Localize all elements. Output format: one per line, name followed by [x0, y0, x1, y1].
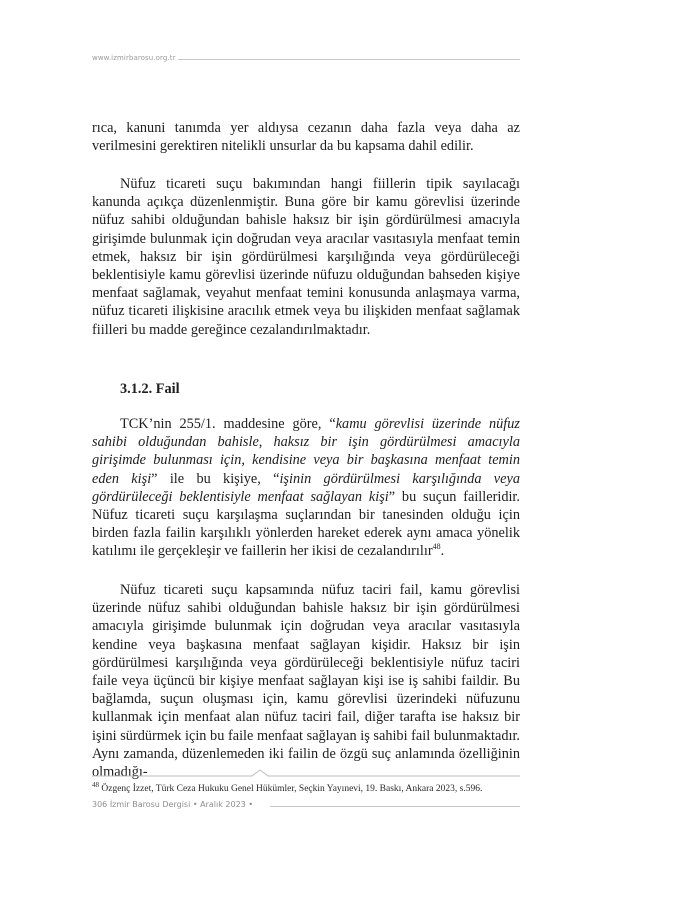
- paragraph-1: [92, 119, 520, 155]
- p3-quote-2: işinin gördürülmesi karşılığında veya gördürüleceği beklentisiyle menfaat sağlayan kişi: [92, 470, 520, 505]
- paragraph-2-text: Nüfuz ticareti suçu bakımından hangi fiillerin tipik sayılacağı kanunda açıkça düzenlenmiştir. Buna göre bir kamu görevlisi üzerinde nüfuz sahibi olduğundan bahisle haksız bir işin gördürülmesi amacıyla girişimde bulunmak için doğrudan veya aracılar vasıtasıyla menfaat temin etmek, haksız bir işin gördürülmesi karşılığında veya gördürüleceği beklentisiyle kamu görevlisi üzerinde nüfuzu olduğundan bahseden kişiye menfaat sağlamak, veyahut menfaat temini konusunda anlaşmaya varma, nüfuz ticareti ilişkisine aracılık etmek veya bu ilişkiden menfaat sağlamak fiilleri bu madde gereğince cezalandırılmaktadır.: [92, 176, 520, 338]
- footer-rule: [270, 806, 520, 807]
- page-footer: 306 İzmir Barosu Dergisi • Aralık 2023 •: [92, 800, 254, 809]
- footnote-text: Özgenç İzzet, Türk Ceza Hukuku Genel Hükümler, Seçkin Yayınevi, 19. Baskı, Ankara 2023, s.596.: [101, 784, 483, 794]
- header-rule: [178, 59, 520, 60]
- header-url: www.izmirbarosu.org.tr: [92, 54, 176, 62]
- footnote-ref-48[interactable]: 48: [432, 542, 441, 552]
- paragraph-4-text: Nüfuz ticareti suçu kapsamında nüfuz taciri fail, kamu görevlisi üzerinde nüfuz sahibi olduğundan bahisle haksız bir işin gördürülmesi amacıyla girişimde bulunmak için doğrudan veya aracılar vasıtasıyla kendine veya başkasına menfaat sağlayan kişidir. Haksız bir işin gördürülmesi karşılığında veya gördürüleceği beklentisiyle nüfuz taciri faile veya üçüncü bir kişiye menfaat sağlayan kişi ise iş sahibi faildir. Bu bağlamda, suçun oluşması için, kamu görevlisi üzerindeki nüfuzunu kullanmak için menfaat alan nüfuz taciri fail, diğer tarafta ise haksız bir işini sürdürmek için bu faile menfaat sağlayan iş sahibi fail bulunmaktadır. Aynı zamanda, düzenlemeden iki failin de özgü suç anlamında özelliğinin olmadığı-: [92, 582, 520, 781]
- paragraph-3-text: [92, 415, 520, 561]
- paragraph-3: [92, 415, 520, 561]
- section-heading: 3.1.2. Fail: [120, 381, 180, 397]
- p3-text-4: .: [440, 543, 445, 560]
- paragraph-4: [92, 581, 520, 781]
- paragraph-1-text: rıca, kanuni tanımda yer aldıysa cezanın daha fazla veya daha az verilmesini gerektiren nitelikli unsurlar da bu kapsama dahil edilir.: [92, 120, 520, 155]
- footnote-number: 48: [92, 780, 99, 789]
- footnote-separator: [92, 769, 520, 781]
- p3-quote-1: kamu görevlisi üzerinde nüfuz sahibi olduğundan bahisle, haksız bir işin gördürülmesi amacıyla girişimde bulunması için, kendisine veya bir başkasına menfaat temin eden kişi: [92, 416, 520, 487]
- paragraph-2: [92, 175, 520, 339]
- p3-text-2: ” ile bu kişiye, “: [151, 470, 280, 487]
- p3-text-3: ” bu suçun failleridir. Nüfuz ticareti suçu karşılaşma suçlarından bir tanesinden olduğu için birden fazla failin karşılıklı yönlerden hareket ederek aynı amaca yönelik katılımı ile gerçekleşir ve faillerin her ikisi de cezalandırılır: [92, 488, 520, 560]
- footnote-48: [92, 782, 532, 796]
- p3-text-1: TCK’nin 255/1. maddesine göre, “: [120, 416, 336, 432]
